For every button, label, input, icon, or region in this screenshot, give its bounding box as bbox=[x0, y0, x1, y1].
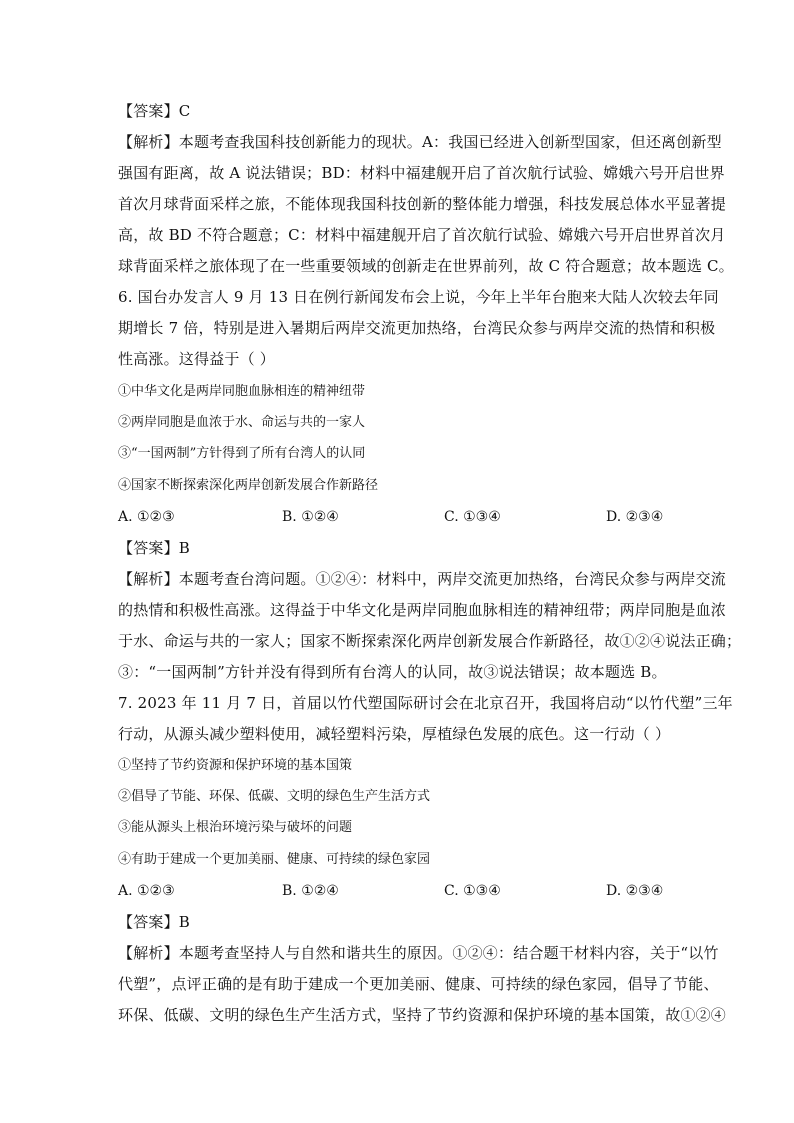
q6-analysis-line: ③：“一国两制”方针并没有得到所有台湾人的认同，故③说法错误；故本题选 B。 bbox=[118, 663, 667, 681]
q6-analysis-line: 于水、命运与共的一家人；国家不断探索深化两岸创新发展合作新路径，故①②④说法正确； bbox=[118, 632, 742, 650]
q6-analysis-line: 的热情和积极性高涨。这得益于中华文化是两岸同胞血脉相连的精神纽带；两岸同胞是血浓 bbox=[118, 601, 727, 619]
q6-analysis-line: 【解析】本题考查台湾问题。①②④：材料中，两岸交流更加热络，台湾民众参与两岸交流 bbox=[118, 570, 727, 588]
q6-stem-line: 性高涨。这得益于（ ） bbox=[118, 350, 275, 368]
q6-stem-line: 期增长 7 倍，特别是进入暑期后两岸交流更加热络，台湾民众参与两岸交流的热情和积极 bbox=[118, 319, 716, 337]
q6-option-c[interactable]: C. ①③④ bbox=[444, 509, 501, 525]
q6-statement: ②两岸同胞是血浓于水、命运与共的一家人 bbox=[118, 415, 366, 430]
q7-analysis-line: 【解析】本题考查坚持人与自然和谐共生的原因。①②④：结合题干材料内容，关于“以竹 bbox=[118, 944, 719, 962]
q7-stem-line: 行动，从源头减少塑料使用，减轻塑料污染，厚植绿色发展的底色。这一行动（ ） bbox=[118, 725, 671, 743]
q7-option-a[interactable]: A. ①②③ bbox=[118, 883, 175, 899]
q7-statement: ④有助于建成一个更加美丽、健康、可持续的绿色家园 bbox=[118, 852, 431, 867]
q7-analysis-line: 代塑”，点评正确的是有助于建成一个更加美丽、健康、可持续的绿色家园，倡导了节能、 bbox=[118, 975, 719, 993]
q7-answer: 【答案】B bbox=[118, 913, 191, 931]
q5-analysis-line: 高，故 BD 不符合题意；C：材料中福建舰开启了首次航行试验、嫦娥六号开启世界首次月 bbox=[118, 226, 726, 244]
q7-stem-line: 7. 2023 年 11 月 7 日，首届以竹代塑国际研讨会在北京召开，我国将启动“以竹代塑”三年 bbox=[118, 694, 733, 712]
q7-analysis-line: 环保、低碳、文明的绿色生产生活方式，坚持了节约资源和保护环境的基本国策，故①②④ bbox=[118, 1006, 727, 1024]
q7-statement: ①坚持了节约资源和保护环境的基本国策 bbox=[118, 758, 353, 773]
q6-statement: ④国家不断探索深化两岸创新发展合作新路径 bbox=[118, 478, 379, 493]
q6-option-a[interactable]: A. ①②③ bbox=[118, 509, 175, 525]
q6-statement: ③“一国两制”方针得到了所有台湾人的认同 bbox=[118, 446, 366, 461]
q6-option-b[interactable]: B. ①②④ bbox=[282, 509, 339, 525]
q6-answer: 【答案】B bbox=[118, 539, 191, 557]
q7-option-c[interactable]: C. ①③④ bbox=[444, 883, 501, 899]
q5-analysis-line: 【解析】本题考查我国科技创新能力的现状。A：我国已经进入创新型国家，但还离创新型 bbox=[118, 133, 722, 151]
q6-stem-line: 6. 国台办发言人 9 月 13 日在例行新闻发布会上说，今年上半年台胞来大陆人次较去年同 bbox=[118, 288, 719, 306]
q7-statement: ③能从源头上根治环境污染与破坏的问题 bbox=[118, 820, 353, 835]
q5-analysis-line: 首次月球背面采样之旅，不能体现我国科技创新的整体能力增强，科技发展总体水平显著提 bbox=[118, 195, 727, 213]
q6-option-d[interactable]: D. ②③④ bbox=[606, 509, 664, 525]
q5-answer: 【答案】C bbox=[118, 102, 191, 120]
q5-analysis-line: 强国有距离，故 A 说法错误；BD：材料中福建舰开启了首次航行试验、嫦娥六号开启世界 bbox=[118, 164, 725, 182]
q7-option-b[interactable]: B. ①②④ bbox=[282, 883, 339, 899]
q7-option-d[interactable]: D. ②③④ bbox=[606, 883, 664, 899]
q6-statement: ①中华文化是两岸同胞血脉相连的精神纽带 bbox=[118, 384, 366, 399]
q5-analysis-line: 球背面采样之旅体现了在一些重要领域的创新走在世界前列，故 C 符合题意；故本题选 C。 bbox=[118, 257, 734, 275]
q7-statement: ②倡导了节能、环保、低碳、文明的绿色生产生活方式 bbox=[118, 789, 431, 804]
